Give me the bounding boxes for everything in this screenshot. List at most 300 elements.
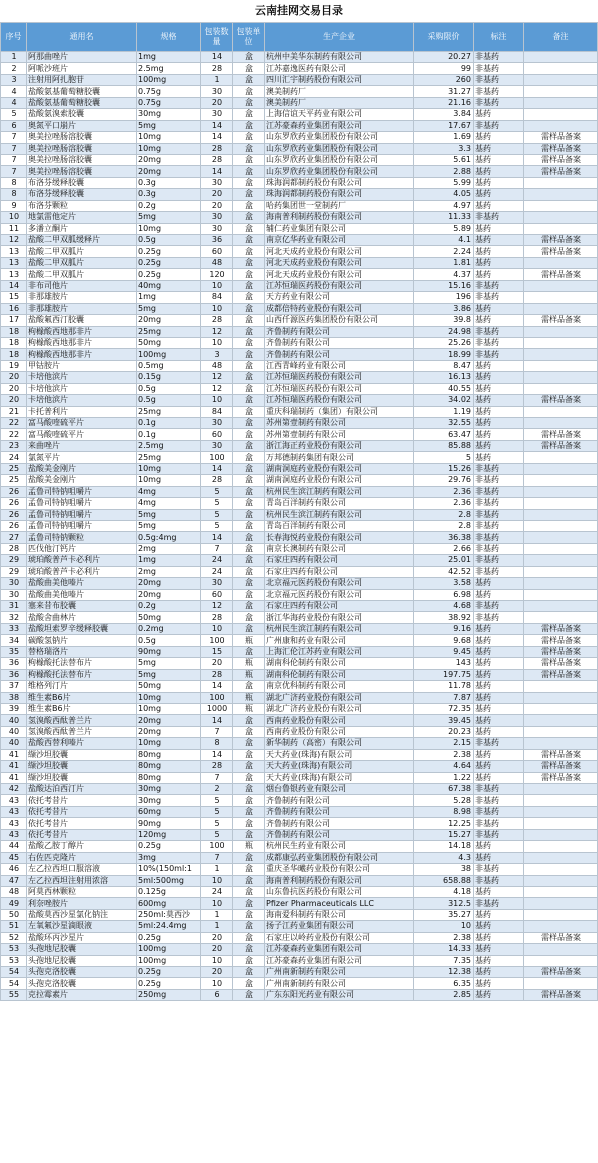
cell-index: 18 <box>1 337 27 348</box>
cell-spec: 0.2g <box>137 601 201 612</box>
cell-pack-qty: 10 <box>201 623 233 634</box>
cell-remark <box>524 200 598 211</box>
table-row <box>1 921 598 932</box>
cell-remark <box>524 498 598 509</box>
cell-generic-name: 盐酸美金刚片 <box>27 475 137 486</box>
cell-label: 基药 <box>474 589 524 600</box>
cell-pack-unit: 盒 <box>233 132 265 143</box>
cell-label: 基药 <box>474 715 524 726</box>
cell-generic-name: 注射用阿扎胞苷 <box>27 74 137 85</box>
cell-pack-unit: 盒 <box>233 898 265 909</box>
cell-index: 19 <box>1 360 27 371</box>
cell-remark <box>524 360 598 371</box>
table-row <box>1 189 598 200</box>
cell-spec: 0.1g <box>137 418 201 429</box>
cell-generic-name: 克拉霉素片 <box>27 989 137 1000</box>
cell-pack-qty: 6 <box>201 989 233 1000</box>
cell-price-limit: 3.86 <box>414 303 474 314</box>
cell-label: 非基药 <box>474 212 524 223</box>
cell-pack-qty: 20 <box>201 658 233 669</box>
cell-price-limit: 2.85 <box>414 989 474 1000</box>
cell-pack-unit: 盒 <box>233 944 265 955</box>
cell-pack-unit: 盒 <box>233 498 265 509</box>
cell-index: 24 <box>1 452 27 463</box>
cell-pack-qty: 14 <box>201 681 233 692</box>
cell-pack-qty: 30 <box>201 440 233 451</box>
cell-index: 23 <box>1 440 27 451</box>
cell-index: 26 <box>1 520 27 531</box>
cell-manufacturer: 山东罗欣药业集团股份有限公司 <box>265 154 414 165</box>
cell-remark: 需样品备案 <box>524 623 598 634</box>
cell-generic-name: 盐酸莫西沙星氯化钠注 <box>27 909 137 920</box>
cell-index: 26 <box>1 509 27 520</box>
cell-pack-qty: 14 <box>201 52 233 63</box>
cell-manufacturer: 湖北广济药业股份有限公司 <box>265 703 414 714</box>
cell-price-limit: 16.13 <box>414 372 474 383</box>
cell-manufacturer: 石家庄四药有限公司 <box>265 555 414 566</box>
table-row <box>1 166 598 177</box>
cell-manufacturer: 苏州第壹制药有限公司 <box>265 429 414 440</box>
cell-label: 基药 <box>474 658 524 669</box>
cell-remark: 需样品备案 <box>524 932 598 943</box>
cell-pack-qty: 30 <box>201 578 233 589</box>
cell-pack-qty: 2 <box>201 784 233 795</box>
cell-index: 54 <box>1 967 27 978</box>
cell-index: 15 <box>1 292 27 303</box>
cell-pack-qty: 28 <box>201 63 233 74</box>
cell-manufacturer: 山东罗欣药业集团股份有限公司 <box>265 132 414 143</box>
cell-price-limit: 67.38 <box>414 784 474 795</box>
cell-pack-qty: 24 <box>201 566 233 577</box>
cell-spec: 0.5g <box>137 635 201 646</box>
table-row <box>1 635 598 646</box>
cell-index: 3 <box>1 74 27 85</box>
cell-generic-name: 替格瑞洛片 <box>27 646 137 657</box>
cell-generic-name: 缬沙坦胶囊 <box>27 772 137 783</box>
cell-pack-qty: 28 <box>201 143 233 154</box>
table-row <box>1 692 598 703</box>
cell-price-limit: 12.25 <box>414 818 474 829</box>
cell-index: 14 <box>1 280 27 291</box>
cell-pack-qty: 48 <box>201 257 233 268</box>
cell-label: 非基药 <box>474 463 524 474</box>
cell-index: 9 <box>1 200 27 211</box>
cell-spec: 0.2g <box>137 200 201 211</box>
cell-label: 基药 <box>474 143 524 154</box>
cell-generic-name: 枸橼酸西地那非片 <box>27 349 137 360</box>
cell-remark: 需样品备案 <box>524 749 598 760</box>
cell-spec: 100mg <box>137 74 201 85</box>
cell-pack-unit: 盒 <box>233 578 265 589</box>
cell-label: 基药 <box>474 440 524 451</box>
cell-label: 基药 <box>474 418 524 429</box>
cell-pack-unit: 瓶 <box>233 692 265 703</box>
cell-spec: 0.75g <box>137 97 201 108</box>
cell-manufacturer: 湖北广济药业股份有限公司 <box>265 692 414 703</box>
cell-spec: 2.5mg <box>137 440 201 451</box>
cell-index: 4 <box>1 97 27 108</box>
cell-price-limit: 3.3 <box>414 143 474 154</box>
cell-spec: 30mg <box>137 109 201 120</box>
cell-generic-name: 盐酸乙胺丁醇片 <box>27 841 137 852</box>
table-row <box>1 726 598 737</box>
drug-catalog-table <box>0 22 598 1001</box>
cell-generic-name: 孟鲁司特钠咀嚼片 <box>27 486 137 497</box>
cell-manufacturer: 齐鲁制药有限公司 <box>265 806 414 817</box>
cell-remark <box>524 955 598 966</box>
cell-label: 基药 <box>474 692 524 703</box>
cell-spec: 25mg <box>137 452 201 463</box>
cell-label: 非基药 <box>474 864 524 875</box>
cell-manufacturer: 天大药业(珠海)有限公司 <box>265 761 414 772</box>
cell-label: 基药 <box>474 395 524 406</box>
cell-remark <box>524 829 598 840</box>
cell-manufacturer: 哈药集团世一堂制药厂 <box>265 200 414 211</box>
cell-manufacturer: 杭州民生滨江制药有限公司 <box>265 623 414 634</box>
cell-manufacturer: 浙江华海药业股份有限公司 <box>265 612 414 623</box>
table-row <box>1 212 598 223</box>
cell-index: 22 <box>1 418 27 429</box>
header-pack-unit: 包装单位 <box>233 23 265 52</box>
cell-pack-qty: 20 <box>201 200 233 211</box>
cell-index: 5 <box>1 109 27 120</box>
cell-manufacturer: 杭州民生药业有限公司 <box>265 841 414 852</box>
cell-remark: 需样品备案 <box>524 669 598 680</box>
cell-manufacturer: 江苏恒瑞医药股份有限公司 <box>265 395 414 406</box>
cell-index: 40 <box>1 738 27 749</box>
cell-index: 20 <box>1 395 27 406</box>
cell-price-limit: 99 <box>414 63 474 74</box>
cell-price-limit: 2.38 <box>414 749 474 760</box>
cell-pack-unit: 盒 <box>233 532 265 543</box>
cell-manufacturer: 河北天成药业股份有限公司 <box>265 257 414 268</box>
cell-spec: 80mg <box>137 772 201 783</box>
cell-remark <box>524 784 598 795</box>
cell-spec: 0.25g <box>137 967 201 978</box>
cell-manufacturer: 烟台鲁银药业有限公司 <box>265 784 414 795</box>
table-row <box>1 86 598 97</box>
table-row <box>1 498 598 509</box>
cell-pack-qty: 20 <box>201 932 233 943</box>
cell-label: 基药 <box>474 200 524 211</box>
cell-generic-name: 缬沙坦胶囊 <box>27 761 137 772</box>
cell-index: 33 <box>1 623 27 634</box>
cell-spec: 20mg <box>137 589 201 600</box>
cell-manufacturer: 青岛百洋制药有限公司 <box>265 520 414 531</box>
table-row <box>1 418 598 429</box>
cell-remark: 需样品备案 <box>524 989 598 1000</box>
cell-label: 基药 <box>474 383 524 394</box>
cell-remark <box>524 921 598 932</box>
cell-index: 53 <box>1 944 27 955</box>
cell-remark: 需样品备案 <box>524 143 598 154</box>
table-row <box>1 841 598 852</box>
cell-manufacturer: 成都倍特药业股份有限公司 <box>265 303 414 314</box>
table-row <box>1 326 598 337</box>
cell-manufacturer: 江苏嘉逸医药有限公司 <box>265 63 414 74</box>
cell-spec: 10mg <box>137 703 201 714</box>
cell-generic-name: 布洛芬缓释胶囊 <box>27 189 137 200</box>
cell-pack-qty: 28 <box>201 475 233 486</box>
header-remark: 备注 <box>524 23 598 52</box>
cell-price-limit: 4.05 <box>414 189 474 200</box>
cell-pack-unit: 盒 <box>233 772 265 783</box>
cell-pack-qty: 10 <box>201 337 233 348</box>
cell-label: 基药 <box>474 429 524 440</box>
cell-remark <box>524 601 598 612</box>
cell-index: 27 <box>1 532 27 543</box>
cell-pack-unit: 盒 <box>233 795 265 806</box>
cell-pack-qty: 10 <box>201 898 233 909</box>
cell-pack-qty: 15 <box>201 646 233 657</box>
cell-pack-qty: 28 <box>201 612 233 623</box>
cell-price-limit: 38 <box>414 864 474 875</box>
cell-pack-unit: 盒 <box>233 257 265 268</box>
cell-pack-unit: 盒 <box>233 726 265 737</box>
cell-pack-unit: 盒 <box>233 623 265 634</box>
cell-pack-unit: 盒 <box>233 303 265 314</box>
cell-generic-name: 左氧氟沙星滴眼液 <box>27 921 137 932</box>
cell-remark: 需样品备案 <box>524 429 598 440</box>
cell-index: 7 <box>1 132 27 143</box>
cell-index: 46 <box>1 864 27 875</box>
cell-pack-qty: 100 <box>201 452 233 463</box>
cell-manufacturer: 山东罗欣药业集团股份有限公司 <box>265 143 414 154</box>
cell-price-limit: 260 <box>414 74 474 85</box>
cell-pack-qty: 10 <box>201 978 233 989</box>
cell-price-limit: 14.33 <box>414 944 474 955</box>
cell-pack-unit: 盒 <box>233 761 265 772</box>
cell-label: 非基药 <box>474 486 524 497</box>
cell-spec: 0.25g <box>137 269 201 280</box>
cell-pack-unit: 盒 <box>233 806 265 817</box>
cell-manufacturer: 长春海悦药业股份有限公司 <box>265 532 414 543</box>
cell-spec: 10mg <box>137 132 201 143</box>
cell-manufacturer: 湖南科伦制药有限公司 <box>265 658 414 669</box>
cell-manufacturer: 重庆圣华曦药业股份有限公司 <box>265 864 414 875</box>
cell-index: 26 <box>1 486 27 497</box>
cell-index: 7 <box>1 166 27 177</box>
cell-remark <box>524 475 598 486</box>
cell-pack-qty: 12 <box>201 372 233 383</box>
cell-label: 基药 <box>474 909 524 920</box>
cell-spec: 0.25g <box>137 841 201 852</box>
cell-remark <box>524 852 598 863</box>
cell-pack-unit: 盒 <box>233 784 265 795</box>
cell-remark: 需样品备案 <box>524 967 598 978</box>
cell-pack-unit: 盒 <box>233 86 265 97</box>
cell-pack-qty: 100 <box>201 635 233 646</box>
cell-pack-unit: 盒 <box>233 200 265 211</box>
cell-index: 38 <box>1 692 27 703</box>
cell-manufacturer: 齐鲁制药有限公司 <box>265 829 414 840</box>
cell-generic-name: 枸橼酸西地那非片 <box>27 337 137 348</box>
table-row <box>1 452 598 463</box>
table-row <box>1 715 598 726</box>
cell-index: 36 <box>1 669 27 680</box>
cell-spec: 20mg <box>137 154 201 165</box>
cell-generic-name: 维格列汀片 <box>27 681 137 692</box>
cell-generic-name: 布洛芬缓释胶囊 <box>27 177 137 188</box>
cell-label: 非基药 <box>474 532 524 543</box>
cell-pack-unit: 盒 <box>233 829 265 840</box>
cell-spec: 0.3g <box>137 177 201 188</box>
table-row <box>1 349 598 360</box>
header-index: 序号 <box>1 23 27 52</box>
cell-price-limit: 658.88 <box>414 875 474 886</box>
cell-remark <box>524 486 598 497</box>
table-row <box>1 989 598 1000</box>
cell-remark: 需样品备案 <box>524 440 598 451</box>
cell-manufacturer: 广州南新制药有限公司 <box>265 967 414 978</box>
cell-price-limit: 3.84 <box>414 109 474 120</box>
table-row <box>1 177 598 188</box>
cell-pack-unit: 盒 <box>233 120 265 131</box>
cell-generic-name: 盐酸舍曲林片 <box>27 612 137 623</box>
cell-label: 非基药 <box>474 120 524 131</box>
cell-generic-name: 右佐匹克隆片 <box>27 852 137 863</box>
cell-pack-unit: 盒 <box>233 406 265 417</box>
cell-index: 25 <box>1 475 27 486</box>
cell-spec: 10mg <box>137 463 201 474</box>
cell-remark <box>524 806 598 817</box>
cell-index: 20 <box>1 372 27 383</box>
cell-price-limit: 1.69 <box>414 132 474 143</box>
cell-pack-qty: 3 <box>201 349 233 360</box>
cell-remark <box>524 109 598 120</box>
cell-generic-name: 来曲唑片 <box>27 440 137 451</box>
cell-label: 基药 <box>474 669 524 680</box>
cell-price-limit: 143 <box>414 658 474 669</box>
cell-pack-qty: 20 <box>201 97 233 108</box>
cell-pack-unit: 盒 <box>233 292 265 303</box>
table-row <box>1 749 598 760</box>
cell-pack-qty: 30 <box>201 212 233 223</box>
cell-price-limit: 39.45 <box>414 715 474 726</box>
cell-pack-unit: 瓶 <box>233 841 265 852</box>
cell-spec: 0.5g <box>137 395 201 406</box>
cell-generic-name: 依托考昔片 <box>27 795 137 806</box>
cell-pack-unit: 盒 <box>233 212 265 223</box>
cell-label: 基药 <box>474 315 524 326</box>
cell-pack-unit: 盒 <box>233 989 265 1000</box>
cell-pack-qty: 14 <box>201 132 233 143</box>
table-row <box>1 944 598 955</box>
header-price-limit: 采购限价 <box>414 23 474 52</box>
cell-spec: 30mg <box>137 784 201 795</box>
cell-remark <box>524 372 598 383</box>
cell-pack-qty: 60 <box>201 246 233 257</box>
cell-manufacturer: 天大药业(珠海)有限公司 <box>265 749 414 760</box>
cell-price-limit: 4.3 <box>414 852 474 863</box>
cell-spec: 10mg <box>137 223 201 234</box>
cell-manufacturer: 苏州第壹制药有限公司 <box>265 418 414 429</box>
cell-pack-unit: 盒 <box>233 177 265 188</box>
cell-manufacturer: 天大药业(珠海)有限公司 <box>265 772 414 783</box>
table-row <box>1 143 598 154</box>
cell-remark <box>524 383 598 394</box>
cell-remark <box>524 177 598 188</box>
cell-label: 基药 <box>474 978 524 989</box>
cell-label: 基药 <box>474 360 524 371</box>
cell-label: 非基药 <box>474 97 524 108</box>
cell-manufacturer: 石家庄四药有限公司 <box>265 566 414 577</box>
cell-spec: 0.2mg <box>137 623 201 634</box>
cell-manufacturer: 海南普利制药股份有限公司 <box>265 875 414 886</box>
cell-spec: 10mg <box>137 692 201 703</box>
cell-label: 基药 <box>474 646 524 657</box>
cell-price-limit: 2.66 <box>414 543 474 554</box>
cell-pack-qty: 20 <box>201 944 233 955</box>
cell-price-limit: 2.24 <box>414 246 474 257</box>
cell-spec: 250ml:莫西沙 <box>137 909 201 920</box>
cell-pack-unit: 盒 <box>233 440 265 451</box>
table-row <box>1 898 598 909</box>
cell-pack-unit: 盒 <box>233 543 265 554</box>
cell-remark <box>524 337 598 348</box>
cell-spec: 100mg <box>137 349 201 360</box>
cell-index: 13 <box>1 269 27 280</box>
cell-index: 43 <box>1 806 27 817</box>
cell-manufacturer: 广州南新制药有限公司 <box>265 978 414 989</box>
cell-remark: 需样品备案 <box>524 761 598 772</box>
cell-pack-unit: 盒 <box>233 395 265 406</box>
cell-pack-unit: 盒 <box>233 852 265 863</box>
cell-pack-unit: 盒 <box>233 612 265 623</box>
cell-remark <box>524 223 598 234</box>
cell-spec: 40mg <box>137 280 201 291</box>
cell-price-limit: 11.33 <box>414 212 474 223</box>
table-body <box>1 52 598 1001</box>
cell-manufacturer: 四川汇宇制药股份有限公司 <box>265 74 414 85</box>
cell-generic-name: 奥美拉唑肠溶胶囊 <box>27 166 137 177</box>
cell-generic-name: 琥珀酸普芦卡必利片 <box>27 566 137 577</box>
cell-price-limit: 31.27 <box>414 86 474 97</box>
cell-label: 非基药 <box>474 543 524 554</box>
cell-pack-qty: 14 <box>201 749 233 760</box>
cell-generic-name: 依托考昔片 <box>27 818 137 829</box>
cell-remark: 需样品备案 <box>524 246 598 257</box>
cell-spec: 250mg <box>137 989 201 1000</box>
cell-label: 非基药 <box>474 74 524 85</box>
cell-remark <box>524 578 598 589</box>
cell-price-limit: 8.98 <box>414 806 474 817</box>
cell-remark: 需样品备案 <box>524 154 598 165</box>
cell-index: 34 <box>1 635 27 646</box>
cell-spec: 0.3g <box>137 189 201 200</box>
cell-manufacturer: 珠海润都制药股份有限公司 <box>265 189 414 200</box>
table-row <box>1 578 598 589</box>
cell-index: 7 <box>1 143 27 154</box>
cell-label: 非基药 <box>474 738 524 749</box>
cell-label: 非基药 <box>474 875 524 886</box>
cell-pack-unit: 盒 <box>233 315 265 326</box>
table-row <box>1 269 598 280</box>
cell-pack-unit: 盒 <box>233 372 265 383</box>
table-row <box>1 235 598 246</box>
cell-manufacturer: 广东东阳光药业有限公司 <box>265 989 414 1000</box>
cell-pack-unit: 盒 <box>233 349 265 360</box>
cell-manufacturer: 江苏豪森药业集团有限公司 <box>265 955 414 966</box>
cell-price-limit: 36.38 <box>414 532 474 543</box>
cell-manufacturer: 辅仁药业集团有限公司 <box>265 223 414 234</box>
cell-pack-qty: 84 <box>201 406 233 417</box>
cell-pack-unit: 盒 <box>233 738 265 749</box>
cell-pack-unit: 盒 <box>233 715 265 726</box>
cell-generic-name: 利奈唑胺片 <box>27 898 137 909</box>
cell-generic-name: 甲钴胺片 <box>27 360 137 371</box>
cell-pack-unit: 盒 <box>233 280 265 291</box>
